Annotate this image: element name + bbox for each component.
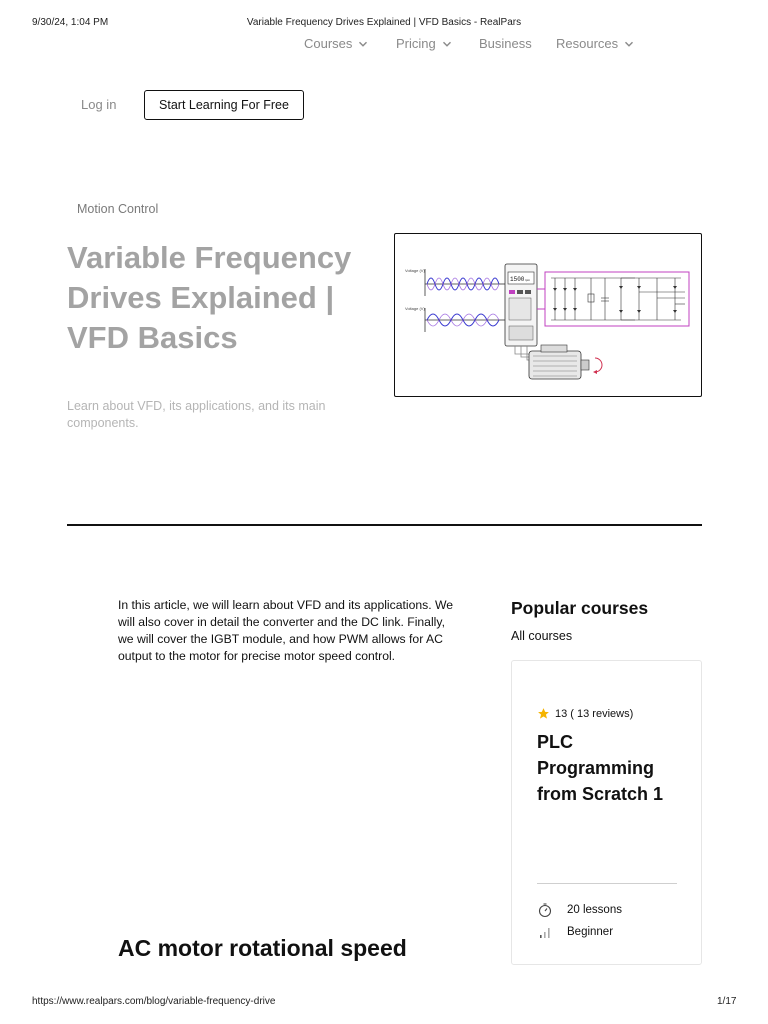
nav-pricing[interactable] xyxy=(396,36,452,51)
login-link[interactable]: Log in xyxy=(81,97,117,112)
article-intro: In this article, we will learn about VFD and its applications. We will also cover in detail the converter and the DC link. Finally, we will cover the IGBT module, and how PWM allows for AC output to the motor for precise motor speed control. xyxy=(118,598,454,663)
circuit-box xyxy=(545,272,689,326)
page-subtitle: Learn about VFD, its applications, and its main components. xyxy=(67,399,326,430)
nav-pricing-label: Pricing xyxy=(396,36,436,51)
vfd-diagram-image xyxy=(394,233,702,397)
stopwatch-icon xyxy=(537,902,553,918)
section-heading: AC motor rotational speed xyxy=(118,935,407,961)
rotation-arrow-icon xyxy=(595,358,602,372)
course-rating xyxy=(537,707,633,720)
level-bars-icon xyxy=(537,924,553,940)
nav-resources-label: Resources xyxy=(556,36,619,51)
all-courses-link[interactable]: All courses xyxy=(511,629,573,643)
section-divider xyxy=(67,524,702,526)
drive-display: 1500 xyxy=(510,276,525,283)
nav-business-label: Business xyxy=(479,36,532,51)
course-level-text: Beginner xyxy=(567,926,614,938)
course-name[interactable]: PLC Programming from Scratch 1 xyxy=(537,732,664,804)
start-learning-button[interactable]: Start Learning For Free xyxy=(144,90,304,120)
course-lessons xyxy=(537,902,622,918)
vfd-diagram xyxy=(395,234,701,396)
course-level xyxy=(537,924,613,940)
nav-courses[interactable] xyxy=(304,36,368,51)
print-page-title: Variable Frequency Drives Explained | VFD Basics - RealPars xyxy=(246,17,522,28)
motor xyxy=(529,351,581,379)
print-page-number: 1/17 xyxy=(717,996,737,1007)
page-title: Variable Frequency Drives Explained | VFD Basics xyxy=(67,240,352,355)
category-tag[interactable]: Motion Control xyxy=(77,202,159,216)
drive-display-unit: rpm xyxy=(525,278,531,282)
chevron-down-icon xyxy=(624,39,634,49)
course-lessons-text: 20 lessons xyxy=(567,904,622,916)
star-icon xyxy=(537,707,550,720)
print-url: https://www.realpars.com/blog/variable-frequency-drive xyxy=(32,996,276,1007)
chevron-down-icon xyxy=(358,39,368,49)
wave-label-bottom: Voltage (V) xyxy=(405,306,425,311)
course-rating-text: 13 ( 13 reviews) xyxy=(555,707,634,720)
popular-courses-title: Popular courses xyxy=(511,598,649,618)
card-divider xyxy=(537,883,677,884)
course-card[interactable] xyxy=(511,660,702,965)
print-datetime: 9/30/24, 1:04 PM xyxy=(32,17,109,28)
nav-business[interactable] xyxy=(479,36,532,51)
chevron-down-icon xyxy=(442,39,452,49)
nav-courses-label: Courses xyxy=(304,36,353,51)
wave-label-top: Voltage (V) xyxy=(405,268,425,273)
nav-resources[interactable] xyxy=(556,36,634,51)
